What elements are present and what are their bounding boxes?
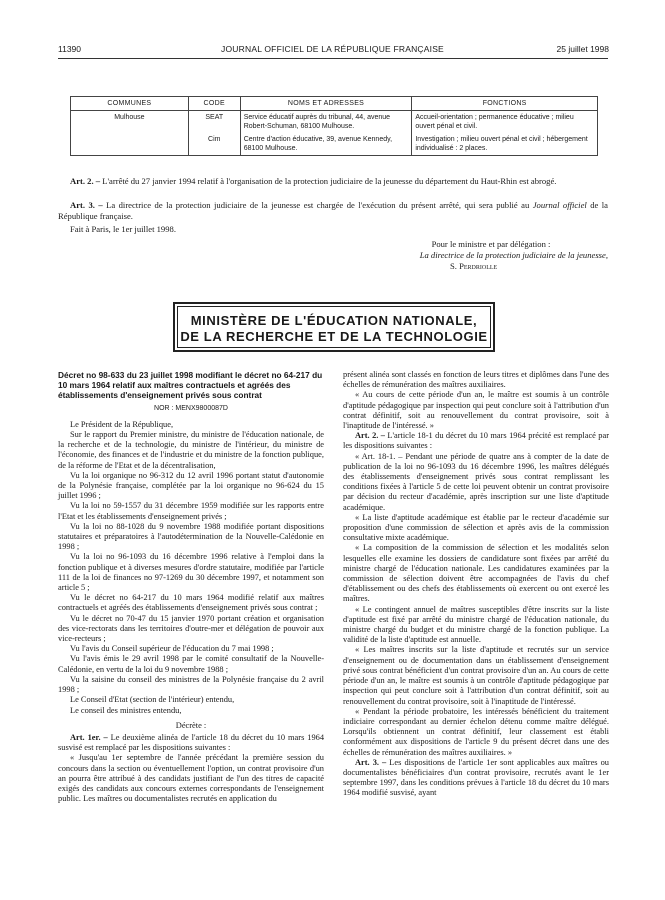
article-2-paragraph: « Art. 18-1. – Pendant une période de quatre ans à compter de la date de publication de la loi no 96-1093 du 16 décembre 1996, les maîtres délégués des établissements d'enseignement privés sous contrat remplissant les conditions fixées à l'article 5 de cette loi peuvent obtenir un contrat provisoire par décision du recteur d'académie, après inscription sur une liste d'aptitude académique. <box>343 451 609 512</box>
visa-paragraph: Vu la loi organique no 96-312 du 12 avril 1996 portant statut d'autonomie de la Polynésie française, complétée par la loi organique no 96-624 du 15 juillet 1996 ; <box>58 470 324 501</box>
table-row <box>71 133 598 156</box>
visa-paragraph: Vu l'avis du Conseil supérieur de l'éducation du 7 mai 1998 ; <box>70 644 274 654</box>
signature-line-2: La directrice de la protection judiciaire de la jeunesse, <box>419 250 608 260</box>
column-header: NOMS ET ADRESSES <box>240 97 412 111</box>
column-header: COMMUNES <box>71 97 189 111</box>
table-cell-address: Centre d'action éducative, 39, avenue Kennedy, 68100 Mulhouse. <box>240 133 412 156</box>
article-1: Art. 1er. – Le deuxième alinéa de l'article 18 du décret du 10 mars 1964 susvisé est remplacé par les dispositions suivantes : <box>58 732 325 753</box>
table-cell-functions: Accueil-orientation ; permanence éducative ; milieu ouvert pénal et civil. <box>412 111 598 134</box>
article-2-paragraph: « Le contingent annuel de maîtres susceptibles d'être inscrits sur la liste d'aptitude est fixé par arrêté du ministre chargé de l'éducation nationale, du ministre chargé du budget et du ministre chargé de la fonction publique. La validité de la liste d'aptitude est annuelle. <box>343 604 609 645</box>
decret-title: Décret no 98-633 du 23 juillet 1998 modifiant le décret no 64-217 du 10 mars 1964 relatif aux maîtres contractuels et agréés des établissements d'enseignement privés sous contrat <box>58 370 323 401</box>
article-2-paragraph: « Pendant la période probatoire, les intéressés bénéficient du traitement indiciaire correspondant au dernier échelon détenu comme maître délégué. Lorsqu'ils obtiennent un contrat définitif, leur classement est établi conformément aux dispositions de l'article 9 du présent décret dans une des échelles de rémunération des maîtres auxiliaires. » <box>343 706 609 757</box>
visa-paragraph: Vu la saisine du conseil des ministres de la Polynésie française du 2 avril 1998 ; <box>58 674 324 695</box>
visa-paragraph: Le conseil des ministres entendu, <box>70 705 182 715</box>
article-2-paragraph: « La composition de la commission de sélection et les modalités selon lesquelles elle examine les dossiers de candidature sont fixées par arrêté du ministre chargé de l'éducation nationale. Les candidatures examinées par la commission de sélection doivent être accompagnées de l'avis du chef d'établissement ou des chefs des établissements où exercent ou ont exercé les maîtres. <box>343 543 609 604</box>
article-2: Art. 2. – L'article 18-1 du décret du 10 mars 1964 précité est remplacé par les dispositions suivantes : <box>343 431 609 451</box>
table-header-row <box>71 97 598 111</box>
visa-paragraph: Le Conseil d'Etat (section de l'intérieur) entendu, <box>70 695 235 705</box>
arrete-article-2: Art. 2. – L'arrêté du 27 janvier 1994 relatif à l'organisation de la protection judiciaire de la jeunesse du département du Haut-Rhin est abrogé. <box>70 176 557 186</box>
ministry-heading-box <box>173 302 495 352</box>
article-2-paragraph: « La liste d'aptitude académique est établie par le recteur d'académie sur proposition d'une commission de sélection et après avis de la commission consultative mixte académique. <box>343 512 609 543</box>
column-header: CODE <box>188 97 240 111</box>
ministry-heading-line-2: DE LA RECHERCHE ET DE LA TECHNOLOGIE <box>180 329 488 344</box>
issue-date: 25 juillet 1998 <box>556 44 609 54</box>
header-divider <box>58 58 608 59</box>
arrete-article-3: Art. 3. – La directrice de la protection judiciaire de la jeunesse est chargée de l'exécution du présent arrêté, qui sera publié au Journal officiel de la République française. <box>58 200 608 221</box>
article-2-paragraph: « Les maîtres inscrits sur la liste d'aptitude et recrutés sur un service d'enseignement ou de documentation dans un établissement d'enseignement privé sous contrat bénéficient d'un contrat provisoire d'un an. Au cours de cette période d'un an, le maître est soumis à un contrôle d'aptitude pédagogique par inspection qui peut conclure soit à l'attribution d'un contrat définitif, soit au renouvellement du contrat provisoire, soit à l'inaptitude de l'intéressé. <box>343 645 609 706</box>
table-cell-address: Service éducatif auprès du tribunal, 44, avenue Robert-Schuman, 68100 Mulhouse. <box>240 111 412 134</box>
table-cell-functions: Investigation ; milieu ouvert pénal et civil ; hébergement individualisé : 2 places. <box>412 133 598 156</box>
visa-paragraph: Sur le rapport du Premier ministre, du ministre de l'éducation nationale, de la recherche et de la technologie, du ministre de l'intérieur, du ministre de l'économie, des finances et de l'industrie et du ministre de la fonction publique, de la réforme de l'Etat et de la décentralisation, <box>58 430 324 470</box>
visa-paragraph: Vu la loi no 88-1028 du 9 novembre 1988 modifiée portant dispositions statutaires et préparatoires à l'autodétermination de la Nouvelle-Calédonie en 1998 ; <box>58 521 324 552</box>
table-row <box>71 111 598 134</box>
visa-paragraph: Vu la loi no 59-1557 du 31 décembre 1959 modifiée sur les rapports entre l'Etat et les établissements d'enseignement privés ; <box>58 501 324 521</box>
article-1-quote: « Jusqu'au 1er septembre de l'année précédant la première session du concours dans la section ou éventuellement l'option, un contrat provisoire d'un an pourra être attribué à des candidats justifiant de l'un des titres de capacité exigés des candidats aux concours externes correspondants de l'enseignement public. Les maîtres ou documentalistes recrutés en application du <box>58 753 324 804</box>
continued-paragraph: présent alinéa sont classés en fonction de leurs titres et diplômes dans l'une des échelles de rémunération des maîtres auxiliaires. <box>343 370 609 390</box>
signature-name: S. Perdriolle <box>450 261 498 271</box>
decret-right-column <box>343 370 609 799</box>
visa-paragraph: Vu l'avis émis le 29 avril 1998 par le comité consultatif de la Nouvelle-Calédonie, en vertu de la loi du 9 novembre 1988 ; <box>58 654 324 674</box>
column-header: FONCTIONS <box>412 97 598 111</box>
table-cell-commune: Mulhouse <box>71 111 189 134</box>
ministry-heading-line-1: MINISTÈRE DE L'ÉDUCATION NATIONALE, <box>190 313 478 328</box>
visa-paragraph: Vu le décret no 64-217 du 10 mars 1964 modifié relatif aux maîtres contractuels et agréés des établissements d'enseignement privés sous contrat ; <box>58 593 324 613</box>
president-line: Le Président de la République, <box>70 419 174 429</box>
communes-table <box>70 96 598 156</box>
decrete-heading: Décrète : <box>175 720 207 730</box>
table-cell-code: Cim <box>188 133 240 156</box>
visa-paragraph: Vu le décret no 70-47 du 15 janvier 1970 portant création et organisation des vice-rectorats dans les territoires d'outre-mer et délégation de pouvoir aux vice-recteurs ; <box>58 613 324 644</box>
journal-title: JOURNAL OFFICIEL DE LA RÉPUBLIQUE FRANÇAISE <box>221 44 444 54</box>
nor-reference: NOR : MENX9800087D <box>154 404 228 412</box>
quote-paragraph: « Au cours de cette période d'un an, le maître est soumis à un contrôle d'aptitude pédagogique par inspection qui peut conclure soit à l'attribution d'un contrat définitif, soit au renouvellement du contrat provisoire, soit à l'inaptitude de l'intéressé. » <box>343 390 609 431</box>
signature-line-1: Pour le ministre et par délégation : <box>431 239 551 249</box>
visa-paragraph: Vu la loi no 96-1093 du 16 décembre 1996 relative à l'emploi dans la fonction publique et à diverses mesures d'ordre statutaire, modifiée par l'article 111 de la loi de finances no 97-1269 du 30 décembre 1997, et notamment son article 5 ; <box>58 552 324 593</box>
table-cell-code: SEAT <box>188 111 240 134</box>
page-number: 11390 <box>58 44 82 54</box>
fait-a-paris: Fait à Paris, le 1er juillet 1998. <box>70 224 176 234</box>
table-cell-commune <box>71 133 189 156</box>
decret-left-column <box>58 370 324 804</box>
article-3: Art. 3. – Les dispositions de l'article 1er sont applicables aux maîtres ou documentalistes bénéficiaires d'un contrat provisoire, recrutés avant le 1er septembre 1997, dans les conditions prévues à l'article 18 du décret du 10 mars 1964 modifié susvisé, ayant <box>343 757 609 798</box>
